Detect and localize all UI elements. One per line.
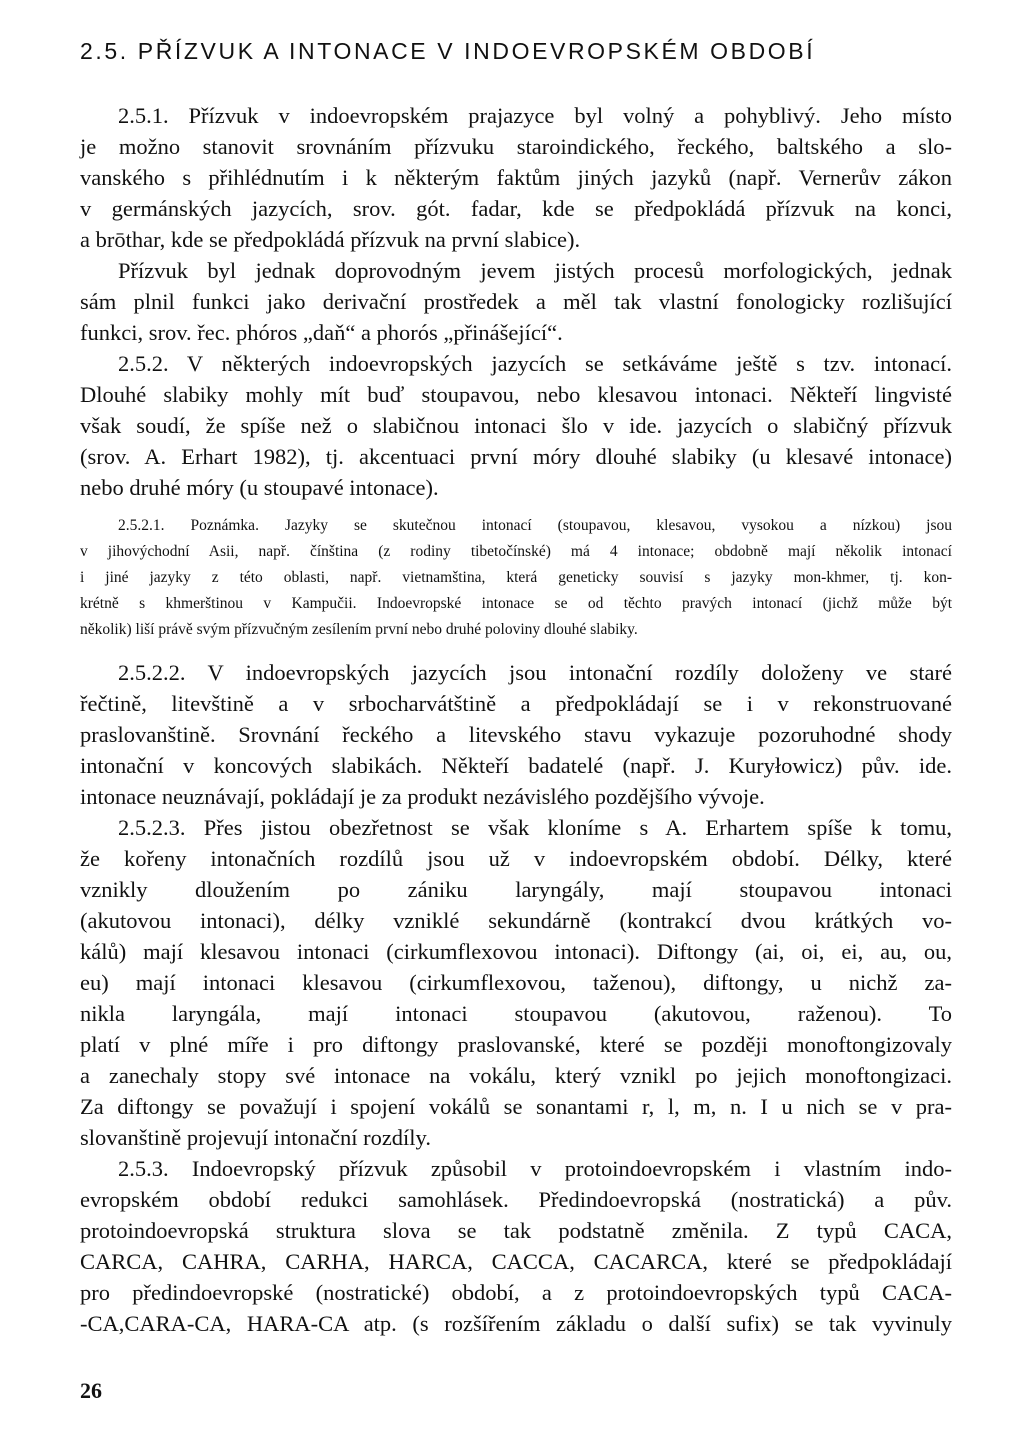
paragraph-line: je možno stanovit srovnáním přízvuku staroindického, řeckého, baltského a slo- <box>80 134 952 159</box>
paragraph-line: 2.5.2.2. V indoevropských jazycích jsou intonační rozdíly doloženy ve staré <box>118 660 952 685</box>
paragraph-line: vznikly dloužením po zániku laryngály, mají stoupavou intonaci <box>80 877 952 902</box>
body-text <box>80 100 952 1339</box>
paragraph-line: řečtině, litevštině a v srbocharvátštině a předpokládají se i v rekonstruované <box>80 691 952 716</box>
paragraph-line: nebo druhé móry (u stoupavé intonace). <box>80 475 439 500</box>
paragraph-line: pro předindoevropské (nostratické) období, a z protoindoevropských typů CACA- <box>80 1280 952 1305</box>
note-line: krétně s khmerštinou v Kampučii. Indoevropské intonace se od těchto pravých intonací (jichž může být <box>80 595 952 612</box>
section-heading: 2.5. PŘÍZVUK A INTONACE V INDOEVROPSKÉM OBDOBÍ <box>80 38 816 64</box>
paragraph-line: CARCA, CAHRA, CARHA, HARCA, CACCA, CACARCA, které se předpokládají <box>80 1249 952 1274</box>
paragraph-line: (srov. A. Erhart 1982), tj. akcentuaci první móry dlouhé slabiky (u klesavé intonace) <box>80 444 952 469</box>
paragraph-line: intonace neuznávají, pokládají je za produkt nezávislého pozdějšího vývoje. <box>80 784 765 809</box>
paragraph-line: kálů) mají klesavou intonaci (cirkumflexovou intonaci). Diftongy (ai, oi, ei, au, ou, <box>80 939 952 964</box>
note-line: 2.5.2.1. Poznámka. Jazyky se skutečnou intonací (stoupavou, klesavou, vysokou a nízkou) jsou <box>118 517 952 534</box>
paragraph-line: Přízvuk byl jednak doprovodným jevem jistých procesů morfologických, jednak <box>118 258 952 283</box>
note-line: v jihovýchodní Asii, např. čínština (z rodiny tibetočínské) má 4 intonace; obdobně mají několik intonací <box>80 543 952 560</box>
paragraph-line: sám plnil funkci jako derivační prostředek a měl tak vlastní fonologicky rozlišující <box>80 289 952 314</box>
paragraph-line: nikla laryngála, mají intonaci stoupavou (akutovou, raženou). To <box>80 1001 952 1026</box>
paragraph-line: platí v plné míře i pro diftongy praslovanské, které se později monoftongizovaly <box>80 1032 952 1057</box>
paragraph-line: v germánských jazycích, srov. gót. fadar, kde se předpokládá přízvuk na konci, <box>80 196 952 221</box>
paragraph-line: a zanechaly stopy své intonace na vokálu, který vznikl po jejich monoftongizaci. <box>80 1063 952 1088</box>
paragraph-line: 2.5.2.3. Přes jistou obezřetnost se však kloníme s A. Erhartem spíše k tomu, <box>118 815 952 840</box>
paragraph-line: (akutovou intonaci), délky vzniklé sekundárně (kontrakcí dvou krátkých vo- <box>80 908 952 933</box>
page-number: 26 <box>80 1378 102 1403</box>
paragraph-line: praslovanštině. Srovnání řeckého a litevského stavu vykazuje pozoruhodné shody <box>80 722 952 747</box>
paragraph-line: 2.5.3. Indoevropský přízvuk způsobil v protoindoevropském i vlastním indo- <box>118 1156 952 1181</box>
paragraph-line: -CA,CARA-CA, HARA-CA atp. (s rozšířením základu o další sufix) se tak vyvinuly <box>80 1311 952 1336</box>
paragraph-line: 2.5.2. V některých indoevropských jazycích se setkáváme ještě s tzv. intonací. <box>118 351 952 376</box>
paragraph-line: slovanštině projevují intonační rozdíly. <box>80 1125 431 1150</box>
paragraph-line: však soudí, že spíše než o slabičnou intonaci šlo v ide. jazycích o slabičný přízvuk <box>80 413 952 438</box>
paragraph-line: a brōthar, kde se předpokládá přízvuk na první slabice). <box>80 227 581 252</box>
paragraph-line: 2.5.1. Přízvuk v indoevropském prajazyce byl volný a pohyblivý. Jeho místo <box>118 103 952 128</box>
note-line: několik) liší právě svým přízvučným zesílením první nebo druhé poloviny dlouhé slabiky. <box>80 621 638 638</box>
paragraph-line: eu) mají intonaci klesavou (cirkumflexovou, taženou), diftongy, u nichž za- <box>80 970 952 995</box>
paragraph-line: Za diftongy se považují i spojení vokálů se sonantami r, l, m, n. I u nich se v pra- <box>80 1094 952 1119</box>
note-line: i jiné jazyky z této oblasti, např. vietnamština, která geneticky souvisí s jazyky mon-khmer, tj. kon- <box>80 569 952 586</box>
paragraph-line: protoindoevropská struktura slova se tak podstatně změnila. Z typů CACA, <box>80 1218 952 1243</box>
paragraph-line: vanského s přihlédnutím i k některým faktům jiných jazyků (např. Vernerův zákon <box>80 165 952 190</box>
paragraph-line: že kořeny intonačních rozdílů jsou už v indoevropském období. Délky, které <box>80 846 952 871</box>
paragraph-line: funkci, srov. řec. phóros „daň“ a phorós „přinášející“. <box>80 320 563 345</box>
paragraph-line: intonační v koncových slabikách. Někteří badatelé (např. J. Kuryłowicz) pův. ide. <box>80 753 952 778</box>
paragraph-line: evropském období redukci samohlásek. Předindoevropská (nostratická) a pův. <box>80 1187 952 1212</box>
paragraph-line: Dlouhé slabiky mohly mít buď stoupavou, nebo klesavou intonaci. Někteří lingvisté <box>80 382 952 407</box>
